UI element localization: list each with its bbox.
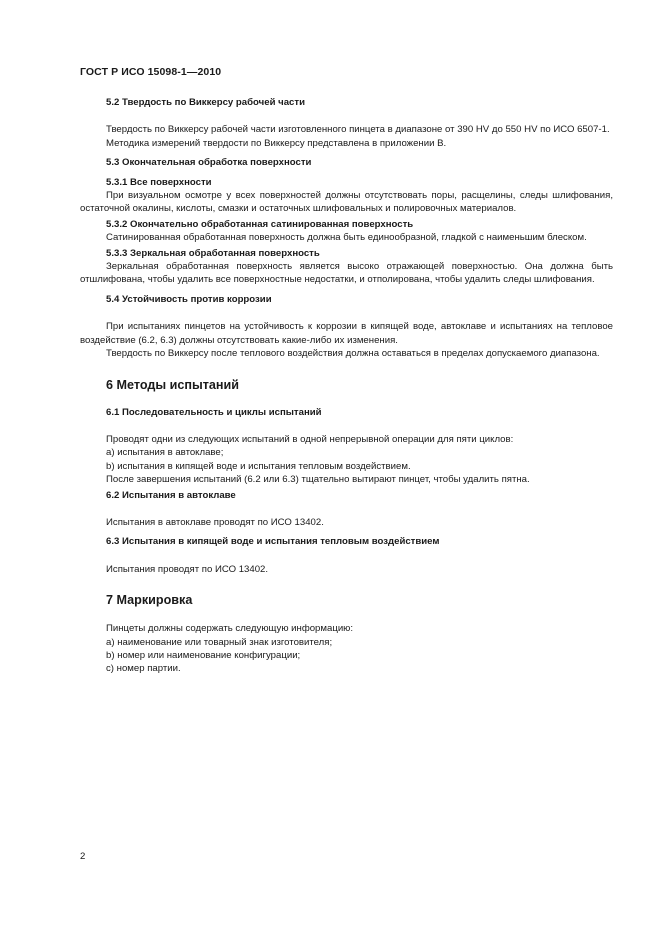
page-number: 2 — [80, 851, 86, 862]
section-6-1-list-item: b) испытания в кипящей воде и испытания тепловым воздействием. — [106, 460, 411, 472]
section-6-3-heading: 6.3 Испытания в кипящей воде и испытания тепловым воздействием — [106, 536, 440, 548]
section-5-3-3-heading: 5.3.3 Зеркальная обработанная поверхность — [106, 247, 320, 259]
section-7-paragraph: Пинцеты должны содержать следующую информацию: — [106, 623, 354, 635]
section-7-list-item: c) номер партии. — [106, 663, 181, 675]
section-5-3-1-paragraph: При визуальном осмотре у всех поверхностей должны отсутствовать поры, расщелины, следы шлифования, остаточной окалины, кислоты, смазки и остаточных шлифовальных и полировочных материалов. — [80, 190, 613, 215]
section-5-3-3-paragraph: Зеркальная обработанная поверхность является высоко отражающей поверхностью. Она должна быть отшлифована, чтобы удалить все поверхностные недостатки, и отполирована, чтобы удалить следы шлифования. — [80, 261, 613, 286]
section-7-list-item: a) наименование или товарный знак изготовителя; — [106, 636, 333, 648]
section-5-3-2-paragraph: Сатинированная обработанная поверхность должна быть единообразной, гладкой с наименьшим блеском. — [106, 232, 587, 244]
section-5-3-heading: 5.3 Окончательная обработка поверхности — [106, 157, 312, 169]
standard-designation: ГОСТ Р ИСО 15098-1—2010 — [80, 66, 222, 78]
section-5-3-2-heading: 5.3.2 Окончательно обработанная сатинированная поверхность — [106, 218, 414, 230]
section-5-2-paragraph-2: Методика измерений твердости по Виккерсу представлена в приложении В. — [106, 137, 447, 149]
section-6-1-paragraph-2: После завершения испытаний (6.2 или 6.3) тщательно вытирают пинцет, чтобы удалить пятна. — [106, 474, 530, 486]
section-5-4-heading: 5.4 Устойчивость против коррозии — [106, 293, 272, 305]
section-6-1-list-item: a) испытания в автоклаве; — [106, 447, 224, 459]
section-5-4-paragraph-2: Твердость по Виккерсу после теплового воздействия должна оставаться в пределах допускаемого диапазона. — [106, 348, 600, 360]
section-6-heading: 6 Методы испытаний — [106, 377, 239, 392]
section-6-1-paragraph-1: Проводят одни из следующих испытаний в одной непрерывной операции для пяти циклов: — [106, 433, 514, 445]
section-5-4-paragraph-1: При испытаниях пинцетов на устойчивость к коррозии в кипящей воде, автоклаве и испытаниях на тепловое воздействие (6.2, 6.3) должны отсутствовать какие-либо их изменения. — [80, 321, 613, 346]
section-5-2-paragraph-1: Твердость по Виккерсу рабочей части изготовленного пинцета в диапазоне от 390 HV до 550 HV по ИСО 6507-1. — [106, 124, 610, 136]
section-6-1-heading: 6.1 Последовательность и циклы испытаний — [106, 406, 322, 418]
section-7-list-item: b) номер или наименование конфигурации; — [106, 649, 301, 661]
section-5-3-1-heading: 5.3.1 Все поверхности — [106, 176, 212, 188]
section-6-2-heading: 6.2 Испытания в автоклаве — [106, 489, 236, 501]
document-page — [80, 0, 613, 936]
section-6-2-paragraph: Испытания в автоклаве проводят по ИСО 13402. — [106, 516, 324, 528]
section-7-heading: 7 Маркировка — [106, 593, 193, 608]
document-body — [80, 94, 613, 676]
section-6-3-paragraph: Испытания проводят по ИСО 13402. — [106, 563, 269, 575]
section-5-2-heading: 5.2 Твердость по Виккерсу рабочей части — [106, 97, 305, 108]
